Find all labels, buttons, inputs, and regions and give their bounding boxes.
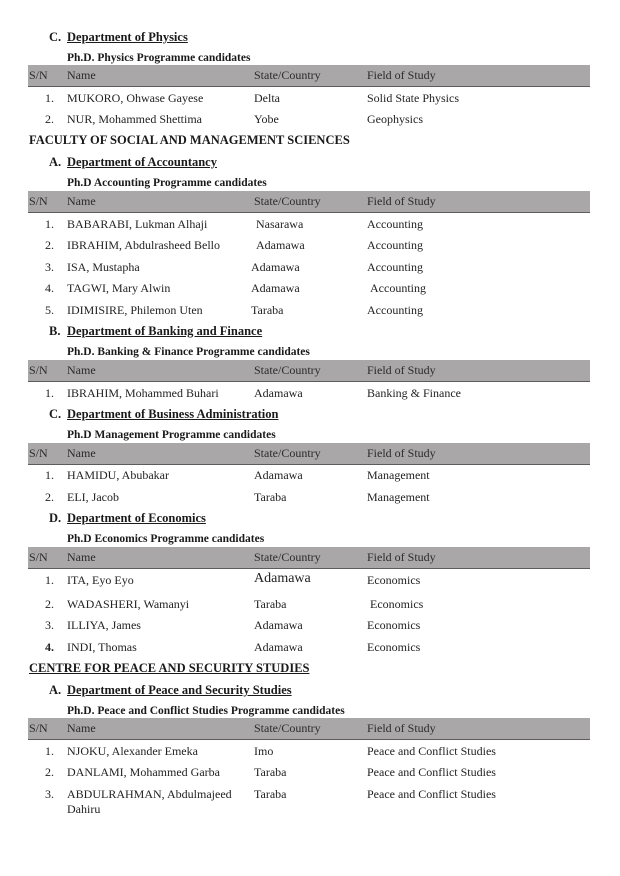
cell-name: INDI, Thomas <box>67 640 137 654</box>
header-state: State/Country <box>254 194 321 208</box>
cell-field: Management <box>367 468 430 482</box>
table-row <box>0 281 620 299</box>
cell-field: Geophysics <box>367 112 423 126</box>
table-header-banking <box>28 360 590 382</box>
cell-name: NUR, Mohammed Shettima <box>67 112 202 126</box>
dept-letter: C. <box>49 30 62 44</box>
table-row <box>0 573 620 591</box>
dept-letter: A. <box>49 683 62 697</box>
cell-state: Adamawa <box>256 238 305 252</box>
cell-sn: 2. <box>45 765 54 779</box>
cell-name-continuation: Dahiru <box>67 802 101 816</box>
cell-sn: 1. <box>45 217 54 231</box>
cell-name: DANLAMI, Mohammed Garba <box>67 765 220 779</box>
table-row <box>0 468 620 486</box>
cell-name: WADASHERI, Wamanyi <box>67 597 190 611</box>
table-row <box>0 91 620 109</box>
programme-heading-physics: Ph.D. Physics Programme candidates <box>67 52 251 64</box>
cell-sn: 2. <box>45 490 54 504</box>
header-state: State/Country <box>254 550 321 564</box>
header-sn: S/N <box>29 550 48 564</box>
dept-heading-business <box>49 407 278 422</box>
cell-field: Solid State Physics <box>367 91 460 105</box>
cell-sn: 3. <box>45 260 54 274</box>
cell-state: Adamawa <box>251 281 300 295</box>
cell-state: Delta <box>254 91 280 105</box>
cell-name: ITA, Eyo Eyo <box>67 573 134 587</box>
faculty-heading: FACULTY OF SOCIAL AND MANAGEMENT SCIENCES <box>29 133 350 147</box>
table-header-physics <box>28 65 590 87</box>
cell-sn: 2. <box>45 112 54 126</box>
programme-heading-accountancy: Ph.D Accounting Programme candidates <box>67 177 267 189</box>
cell-name: ABDULRAHMAN, Abdulmajeed <box>67 787 232 801</box>
cell-sn: 4. <box>45 281 54 295</box>
cell-name: HAMIDU, Abubakar <box>67 468 169 482</box>
cell-name: BABARABI, Lukman Alhaji <box>67 217 208 231</box>
header-field: Field of Study <box>367 550 436 564</box>
header-state: State/Country <box>254 721 321 735</box>
header-sn: S/N <box>29 446 48 460</box>
cell-name: TAGWI, Mary Alwin <box>67 281 171 295</box>
table-row <box>0 112 620 130</box>
cell-state: Adamawa <box>254 571 311 586</box>
cell-state: Adamawa <box>254 386 303 400</box>
cell-name: IBRAHIM, Abdulrasheed Bello <box>67 238 220 252</box>
cell-name: IDIMISIRE, Philemon Uten <box>67 303 203 317</box>
programme-heading-business: Ph.D Management Programme candidates <box>67 429 276 441</box>
header-sn: S/N <box>29 721 48 735</box>
dept-heading-peace <box>49 683 292 698</box>
cell-field: Accounting <box>370 281 426 295</box>
table-row <box>0 787 620 821</box>
cell-state: Nasarawa <box>256 217 304 231</box>
cell-field: Peace and Conflict Studies <box>367 744 496 758</box>
header-sn: S/N <box>29 194 48 208</box>
header-sn: S/N <box>29 68 48 82</box>
cell-field: Accounting <box>367 238 423 252</box>
cell-field: Accounting <box>367 303 423 317</box>
cell-field: Accounting <box>367 260 423 274</box>
cell-field: Management <box>367 490 430 504</box>
cell-name: ISA, Mustapha <box>67 260 140 274</box>
cell-name: NJOKU, Alexander Emeka <box>67 744 198 758</box>
table-row <box>0 303 620 321</box>
table-header-peace <box>28 718 590 740</box>
cell-state: Taraba <box>254 490 287 504</box>
header-field: Field of Study <box>367 446 436 460</box>
header-name: Name <box>67 194 96 208</box>
table-row <box>0 238 620 256</box>
cell-state: Imo <box>254 744 274 758</box>
cell-name: ELI, Jacob <box>67 490 119 504</box>
table-row <box>0 618 620 636</box>
table-header-economics <box>28 547 590 569</box>
cell-sn: 1. <box>45 91 54 105</box>
cell-sn: 3. <box>45 787 54 801</box>
cell-sn: 1. <box>45 386 54 400</box>
table-row <box>0 765 620 783</box>
header-field: Field of Study <box>367 68 436 82</box>
cell-sn: 4. <box>45 640 54 654</box>
header-state: State/Country <box>254 363 321 377</box>
programme-heading-banking: Ph.D. Banking & Finance Programme candidates <box>67 346 310 358</box>
dept-title: Department of Business Administration <box>67 407 279 421</box>
cell-sn: 5. <box>45 303 54 317</box>
dept-letter: A. <box>49 155 62 169</box>
dept-heading-accountancy <box>49 155 217 170</box>
cell-state: Adamawa <box>254 468 303 482</box>
header-name: Name <box>67 721 96 735</box>
cell-field: Peace and Conflict Studies <box>367 787 496 801</box>
cell-state: Taraba <box>254 787 287 801</box>
dept-letter: B. <box>49 324 61 338</box>
dept-heading-physics <box>49 30 188 45</box>
cell-field: Economics <box>367 573 421 587</box>
dept-title: Department of Accountancy <box>67 155 217 169</box>
header-state: State/Country <box>254 68 321 82</box>
cell-field: Economics <box>367 640 421 654</box>
table-row <box>0 260 620 278</box>
header-state: State/Country <box>254 446 321 460</box>
cell-sn: 1. <box>45 573 54 587</box>
header-sn: S/N <box>29 363 48 377</box>
cell-name: MUKORO, Ohwase Gayese <box>67 91 204 105</box>
header-field: Field of Study <box>367 363 436 377</box>
cell-field: Economics <box>370 597 424 611</box>
cell-sn: 1. <box>45 468 54 482</box>
table-row <box>0 217 620 235</box>
header-name: Name <box>67 550 96 564</box>
header-name: Name <box>67 363 96 377</box>
header-name: Name <box>67 446 96 460</box>
table-header-accountancy <box>28 191 590 213</box>
cell-name: IBRAHIM, Mohammed Buhari <box>67 386 219 400</box>
cell-state: Adamawa <box>254 640 303 654</box>
centre-heading: CENTRE FOR PEACE AND SECURITY STUDIES <box>29 661 310 675</box>
cell-state: Adamawa <box>251 260 300 274</box>
programme-heading-economics: Ph.D Economics Programme candidates <box>67 533 265 545</box>
cell-name: ILLIYA, James <box>67 618 141 632</box>
table-row <box>0 490 620 508</box>
header-name: Name <box>67 68 96 82</box>
table-row <box>0 386 620 404</box>
cell-state: Adamawa <box>254 618 303 632</box>
cell-sn: 2. <box>45 238 54 252</box>
header-field: Field of Study <box>367 194 436 208</box>
cell-state: Taraba <box>251 303 284 317</box>
cell-sn: 3. <box>45 618 54 632</box>
table-row <box>0 640 620 658</box>
dept-title: Department of Peace and Security Studies <box>67 683 292 697</box>
dept-letter: C. <box>49 407 62 421</box>
cell-state: Taraba <box>254 765 287 779</box>
cell-state: Yobe <box>254 112 279 126</box>
cell-sn: 2. <box>45 597 54 611</box>
table-header-business <box>28 443 590 465</box>
table-row <box>0 744 620 762</box>
cell-state: Taraba <box>254 597 287 611</box>
table-row <box>0 597 620 615</box>
dept-heading-banking <box>49 324 262 339</box>
cell-field: Economics <box>367 618 421 632</box>
header-field: Field of Study <box>367 721 436 735</box>
cell-field: Banking & Finance <box>367 386 461 400</box>
dept-title: Department of Banking and Finance <box>67 324 263 338</box>
dept-title: Department of Economics <box>67 511 206 525</box>
programme-heading-peace: Ph.D. Peace and Conflict Studies Programme candidates <box>67 705 345 717</box>
cell-field: Accounting <box>367 217 423 231</box>
cell-field: Peace and Conflict Studies <box>367 765 496 779</box>
cell-sn: 1. <box>45 744 54 758</box>
dept-heading-economics <box>49 511 206 526</box>
dept-title: Department of Physics <box>67 30 188 44</box>
dept-letter: D. <box>49 511 62 525</box>
